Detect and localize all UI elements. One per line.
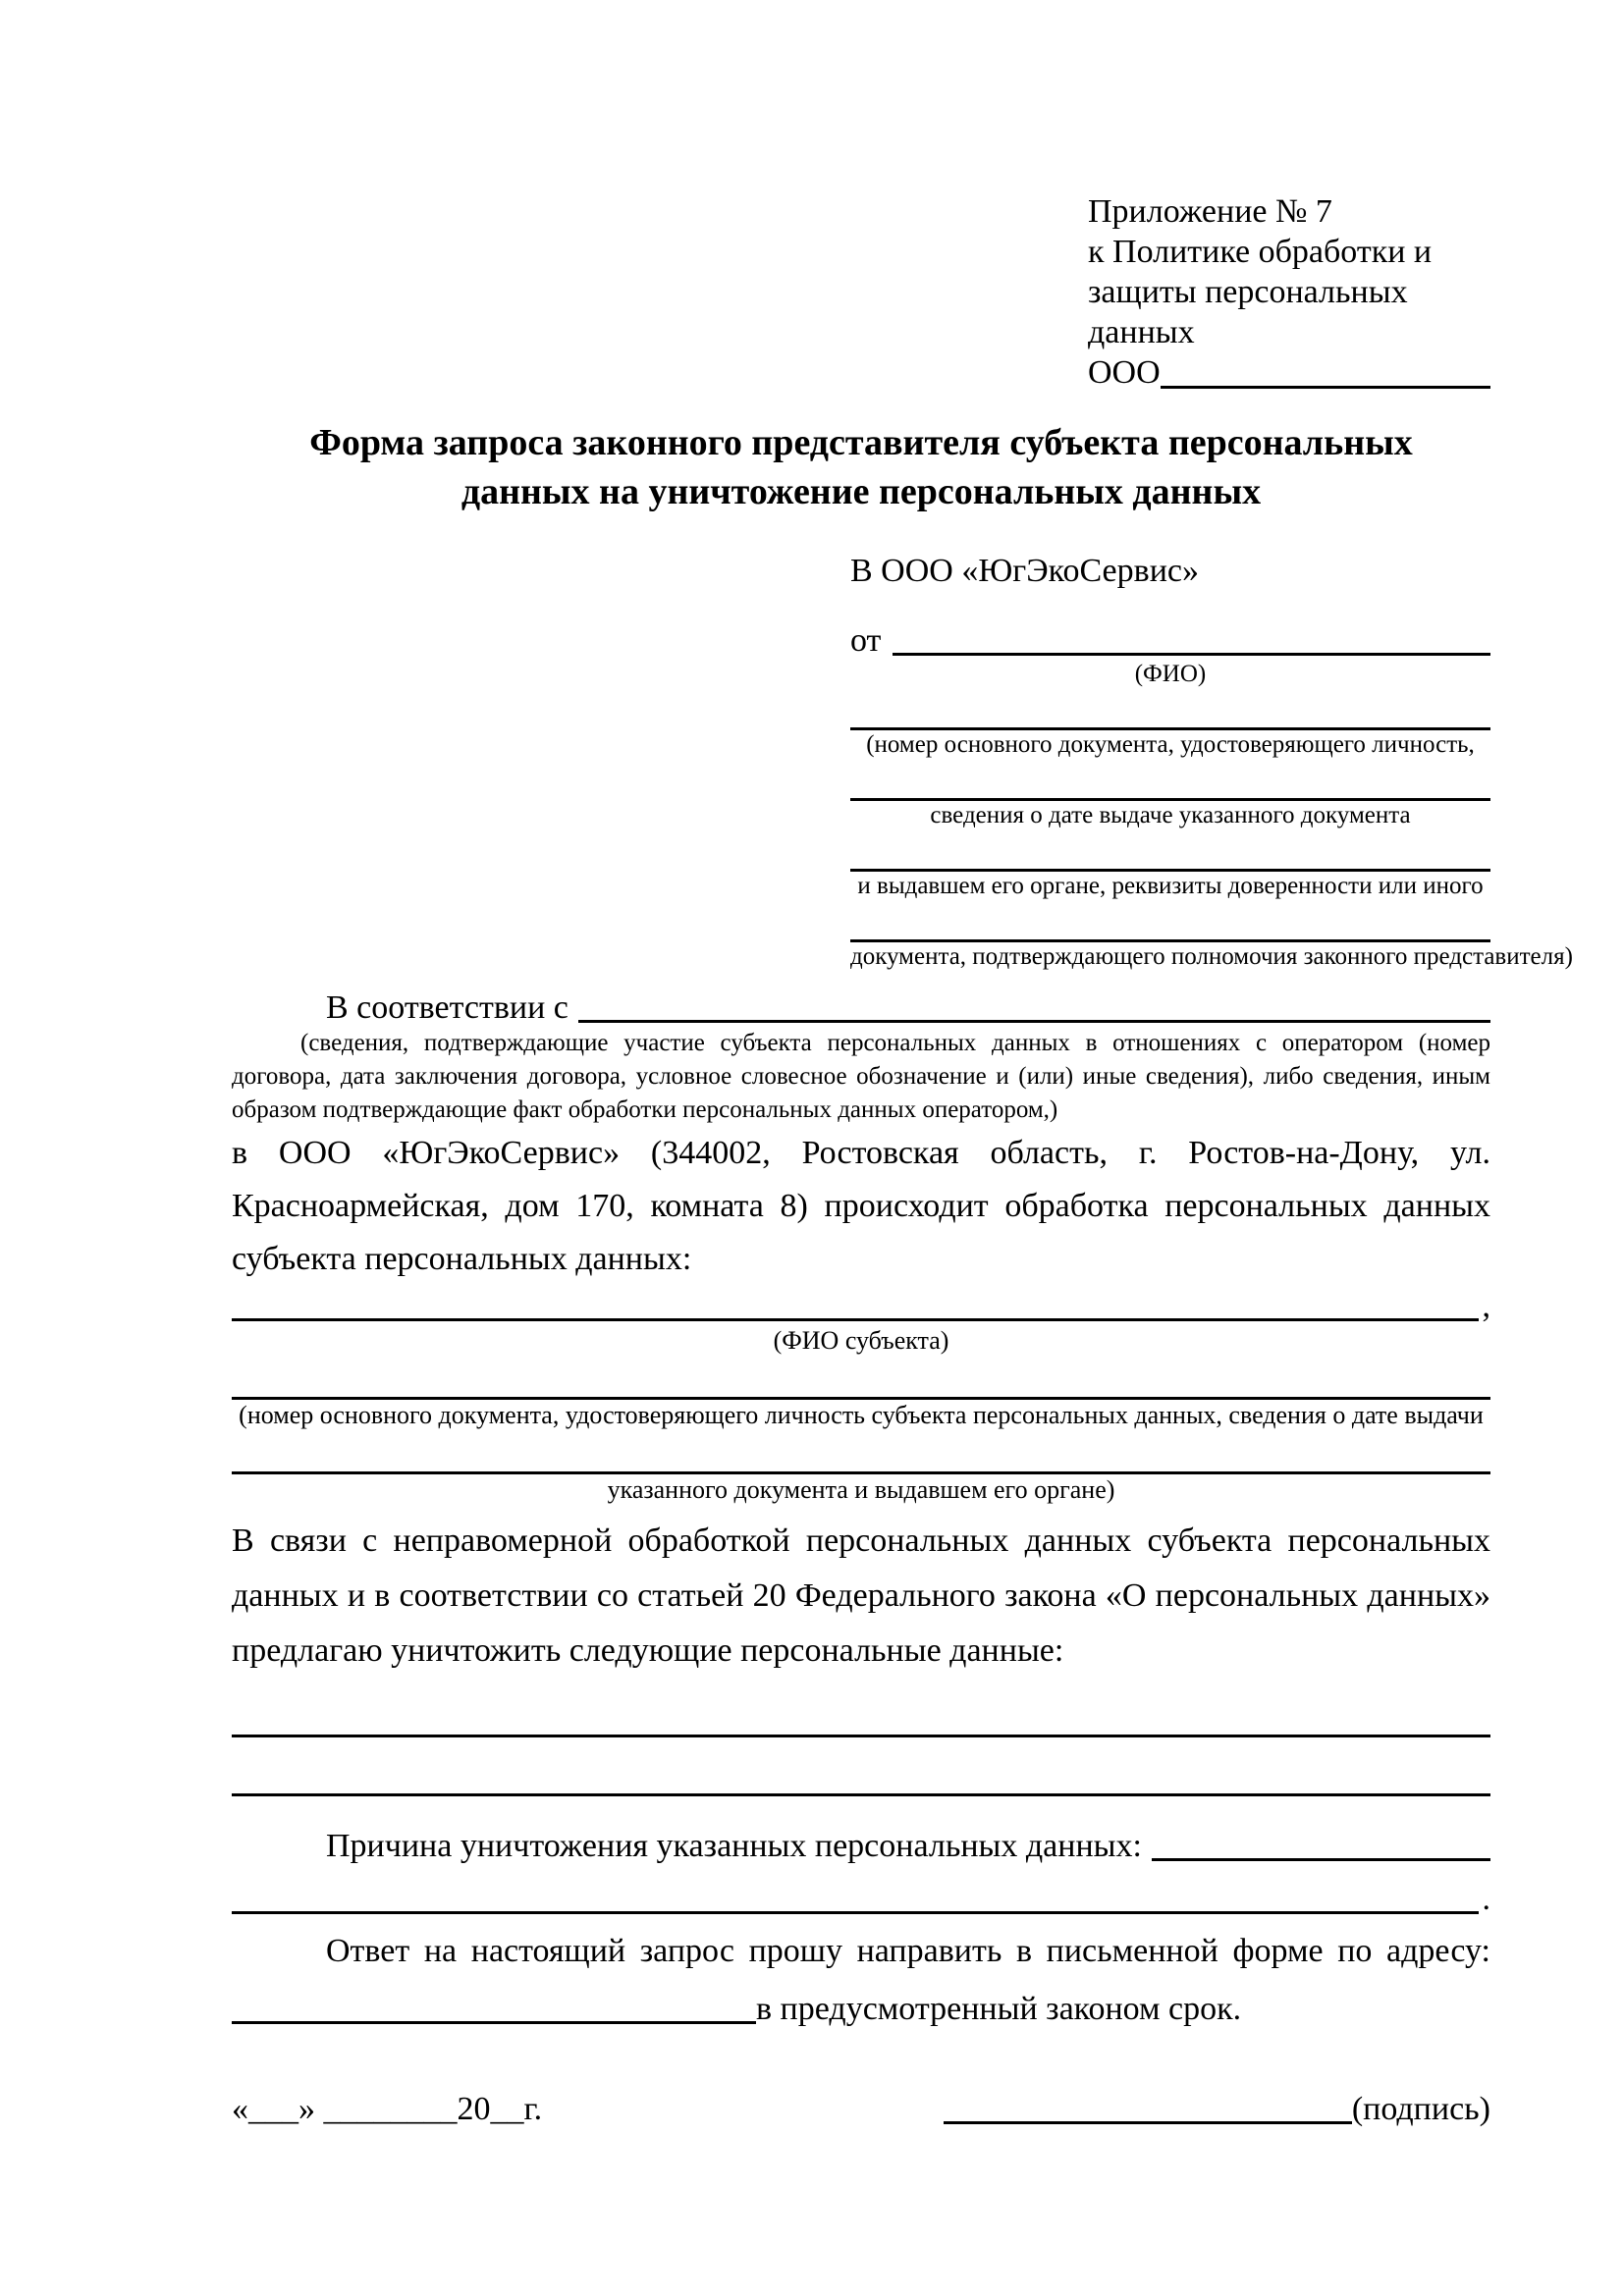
org-label: ООО	[1088, 354, 1161, 391]
document-title-line2: данных на уничтожение персональных данных	[460, 471, 1262, 512]
signature-caption: (подпись)	[1351, 2091, 1490, 2127]
signature-area	[944, 2091, 1490, 2128]
accordance-note: (сведения, подтверждающие участие субъекта персональных данных в отношениях с оператором (номер договора, дата заключения договора, условное словесное обозначение и (или) иные сведения), либо сведения, иным образом подтверждающие факт обработки персональных данных оператором,)	[232, 1030, 1490, 1123]
blank-line-caption: сведения о дате выдаче указанного документа	[930, 802, 1411, 828]
subject-document-caption: указанного документа и выдавшем его органе)	[607, 1475, 1115, 1504]
reply-address-row	[232, 1973, 1490, 2028]
document-title-line1: Форма запроса законного представителя субъекта персональных	[309, 422, 1413, 463]
accordance-blank-line	[578, 1020, 1490, 1023]
blank-line-caption: документа, подтверждающего полномочия законного представителя)	[850, 943, 1573, 970]
from-row	[850, 616, 1490, 660]
annex-header-line: защиты персональных данных	[1088, 274, 1408, 350]
subject-fio-blank-line	[232, 1318, 1479, 1321]
document-number-blank-line	[850, 689, 1490, 730]
subject-fio-caption: (ФИО субъекта)	[773, 1326, 949, 1355]
reply-address-blank-line	[232, 2021, 756, 2024]
addressee-organization: В ООО «ЮгЭкоСервис»	[850, 553, 1199, 589]
reply-request-paragraph: Ответ на настоящий запрос прошу направить в письменной форме по адресу:	[326, 1933, 1490, 1969]
accordance-lead: В соответствии с	[326, 989, 568, 1026]
issuing-authority-blank-line	[850, 830, 1490, 872]
trailing-period: .	[1482, 1881, 1490, 1917]
authority-document-blank-line	[850, 901, 1490, 942]
date-field: «___» ________20__г.	[232, 2091, 543, 2127]
issue-date-blank-line	[850, 760, 1490, 801]
fio-caption: (ФИО)	[1134, 661, 1207, 687]
footer-row	[232, 2091, 1490, 2128]
trailing-comma: ,	[1482, 1288, 1490, 1324]
annex-header-line: Приложение № 7	[1088, 193, 1332, 230]
destruction-reason-row	[232, 1822, 1490, 1865]
personal-data-blank-line	[232, 1737, 1490, 1796]
from-label: от	[850, 622, 882, 659]
destruction-request-paragraph: В связи с неправомерной обработкой персональных данных субъекта персональных данных и в соответствии со статьей 20 Федерального закона «О персональных данных» предлагаю уничтожить следующие персональные данные:	[232, 1522, 1490, 1669]
personal-data-blank-line	[232, 1679, 1490, 1737]
reply-tail-text: в предусмотренный законом срок.	[756, 1991, 1242, 2027]
signature-blank-line	[944, 2121, 1352, 2124]
operator-address-paragraph: в ООО «ЮгЭкоСервис» (344002, Ростовская область, г. Ростов-на-Дону, ул. Красноармейская, дом 170, комната 8) происходит обработка персональных данных субъекта персональных данных:	[232, 1135, 1490, 1277]
from-name-blank-line	[893, 653, 1490, 656]
destruction-reason-label: Причина уничтожения указанных персональных данных:	[326, 1828, 1142, 1864]
document-title	[232, 418, 1490, 516]
annex-header-line: к Политике обработки и	[1088, 234, 1433, 270]
org-name-blank-line	[1161, 386, 1490, 389]
destruction-reason-continuation-row	[232, 1865, 1490, 1918]
blank-line-caption: и выдавшем его органе, реквизиты доверенности или иного	[857, 873, 1484, 899]
destruction-reason-blank-line	[232, 1911, 1479, 1914]
addressee-block	[850, 550, 1573, 972]
subject-document-caption: (номер основного документа, удостоверяющего личность субъекта персональных данных, сведения о дате выдачи	[239, 1401, 1484, 1429]
subject-document-blank-line	[232, 1431, 1490, 1474]
blank-line-caption: (номер основного документа, удостоверяющего личность,	[866, 731, 1475, 758]
subject-fio-row	[232, 1286, 1490, 1325]
destruction-reason-blank-line	[1152, 1858, 1490, 1861]
annex-header-org-row	[1088, 352, 1490, 393]
annex-header	[1088, 191, 1490, 393]
accordance-row	[232, 980, 1490, 1027]
subject-document-blank-line	[232, 1357, 1490, 1400]
